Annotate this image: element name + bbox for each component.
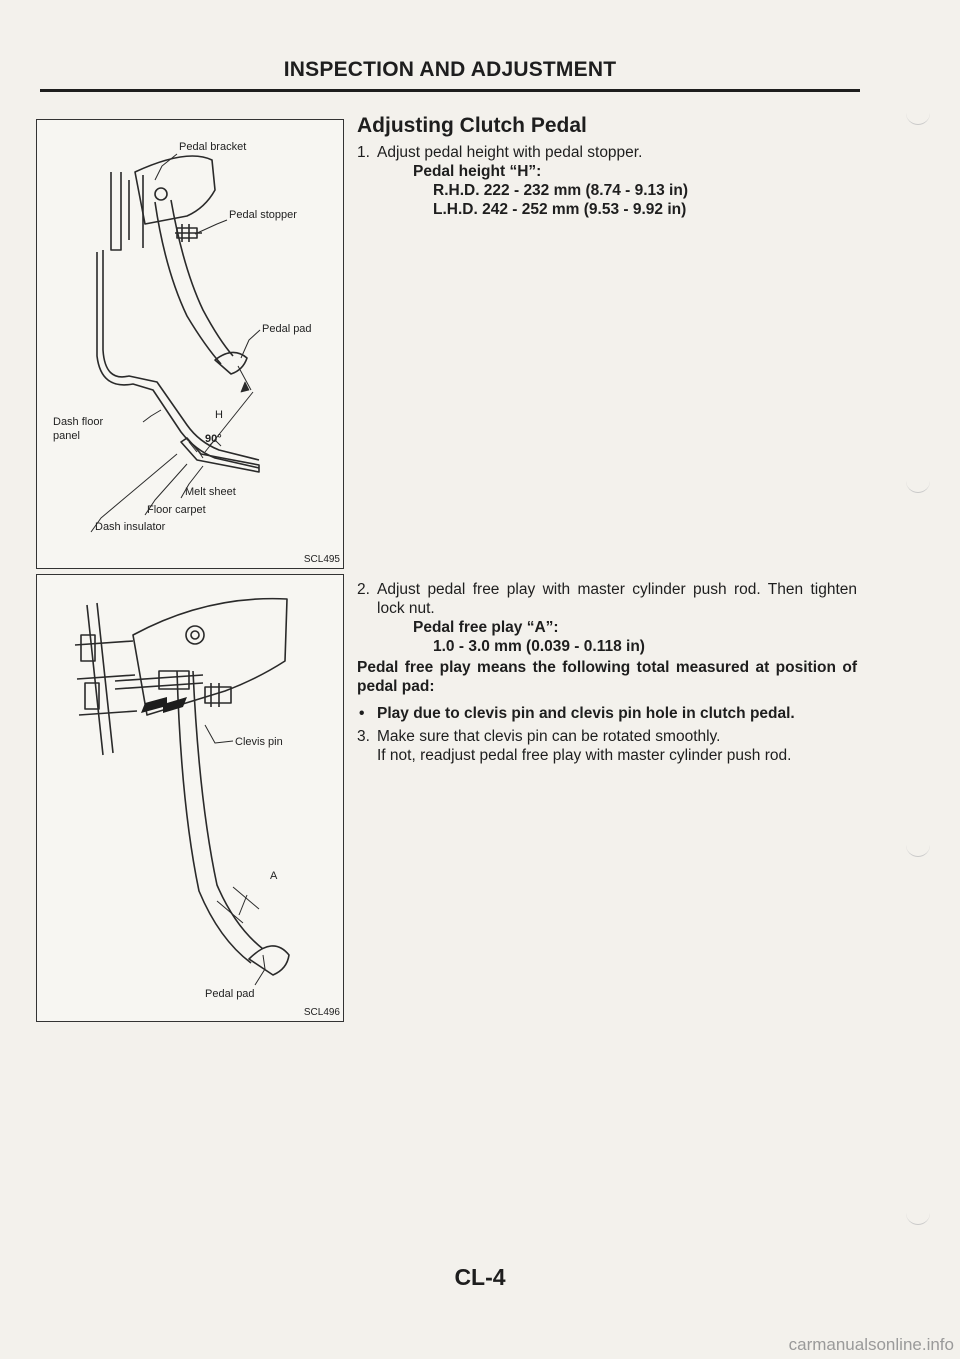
- figure-code-2: SCL496: [303, 1007, 340, 1018]
- label-angle: 90°: [205, 433, 222, 445]
- spec-free-play-value: 1.0 - 3.0 mm (0.039 - 0.118 in): [433, 638, 645, 655]
- step-1: [357, 143, 857, 162]
- label-dash-insulator: Dash insulator: [95, 521, 166, 533]
- section-title: Adjusting Clutch Pedal: [357, 114, 587, 137]
- binder-hole: [906, 842, 930, 857]
- step-2: [357, 580, 857, 618]
- watermark: carmanualsonline.info: [788, 1335, 954, 1354]
- figure-code: SCL495: [303, 554, 340, 565]
- label-pedal-pad-2: Pedal pad: [205, 988, 255, 1000]
- label-floor-carpet: Floor carpet: [147, 504, 206, 516]
- bullet-text: Play due to clevis pin and clevis pin hole in clutch pedal.: [377, 705, 795, 722]
- binder-hole: [906, 110, 930, 125]
- step-3: [357, 727, 857, 765]
- figure-pedal-height: [36, 119, 344, 569]
- label-pedal-stopper: Pedal stopper: [229, 209, 297, 221]
- label-pedal-pad: Pedal pad: [262, 323, 312, 335]
- header-rule: [40, 89, 860, 92]
- section-adjusting-clutch-pedal: [357, 116, 857, 219]
- note-free-play: Pedal free play means the following total measured at position of pedal pad:: [357, 659, 857, 695]
- pedal-height-diagram: [37, 120, 343, 568]
- spec-lhd: L.H.D. 242 - 252 mm (9.53 - 9.92 in): [433, 201, 687, 218]
- binder-hole: [906, 1210, 930, 1225]
- section-free-play: [357, 580, 857, 765]
- label-h: H: [215, 409, 223, 421]
- binder-hole: [906, 478, 930, 493]
- figure-pedal-free-play: [36, 574, 344, 1022]
- pedal-free-play-diagram: [37, 575, 343, 1021]
- label-clevis-pin: Clevis pin: [235, 736, 283, 748]
- spec-rhd: R.H.D. 222 - 232 mm (8.74 - 9.13 in): [433, 182, 688, 199]
- step-1-text: Adjust pedal height with pedal stopper.: [377, 144, 643, 161]
- spec-free-play-label: Pedal free play “A”:: [413, 619, 559, 636]
- step-2-number: 2.: [357, 581, 370, 598]
- bullet-dot: •: [359, 705, 365, 722]
- bullet-clevis: [357, 704, 857, 723]
- page-header: INSPECTION AND ADJUSTMENT: [283, 58, 617, 81]
- step-3-text-2: If not, readjust pedal free play with master cylinder push rod.: [377, 747, 792, 764]
- page-number: CL-4: [454, 1264, 506, 1290]
- movement-arrow: [141, 697, 187, 713]
- label-dash-floor-1: Dash floor: [53, 416, 104, 428]
- spec-pedal-height-label: Pedal height “H”:: [413, 163, 542, 180]
- label-dash-floor-2: panel: [53, 430, 80, 442]
- step-3-text-1: Make sure that clevis pin can be rotated smoothly.: [377, 728, 721, 745]
- label-pedal-bracket: Pedal bracket: [179, 141, 247, 153]
- step-2-text: Adjust pedal free play with master cylinder push rod. Then tighten lock nut.: [377, 581, 857, 617]
- step-3-number: 3.: [357, 728, 370, 745]
- label-a: A: [270, 870, 278, 882]
- step-1-number: 1.: [357, 144, 370, 161]
- label-melt-sheet: Melt sheet: [185, 486, 236, 498]
